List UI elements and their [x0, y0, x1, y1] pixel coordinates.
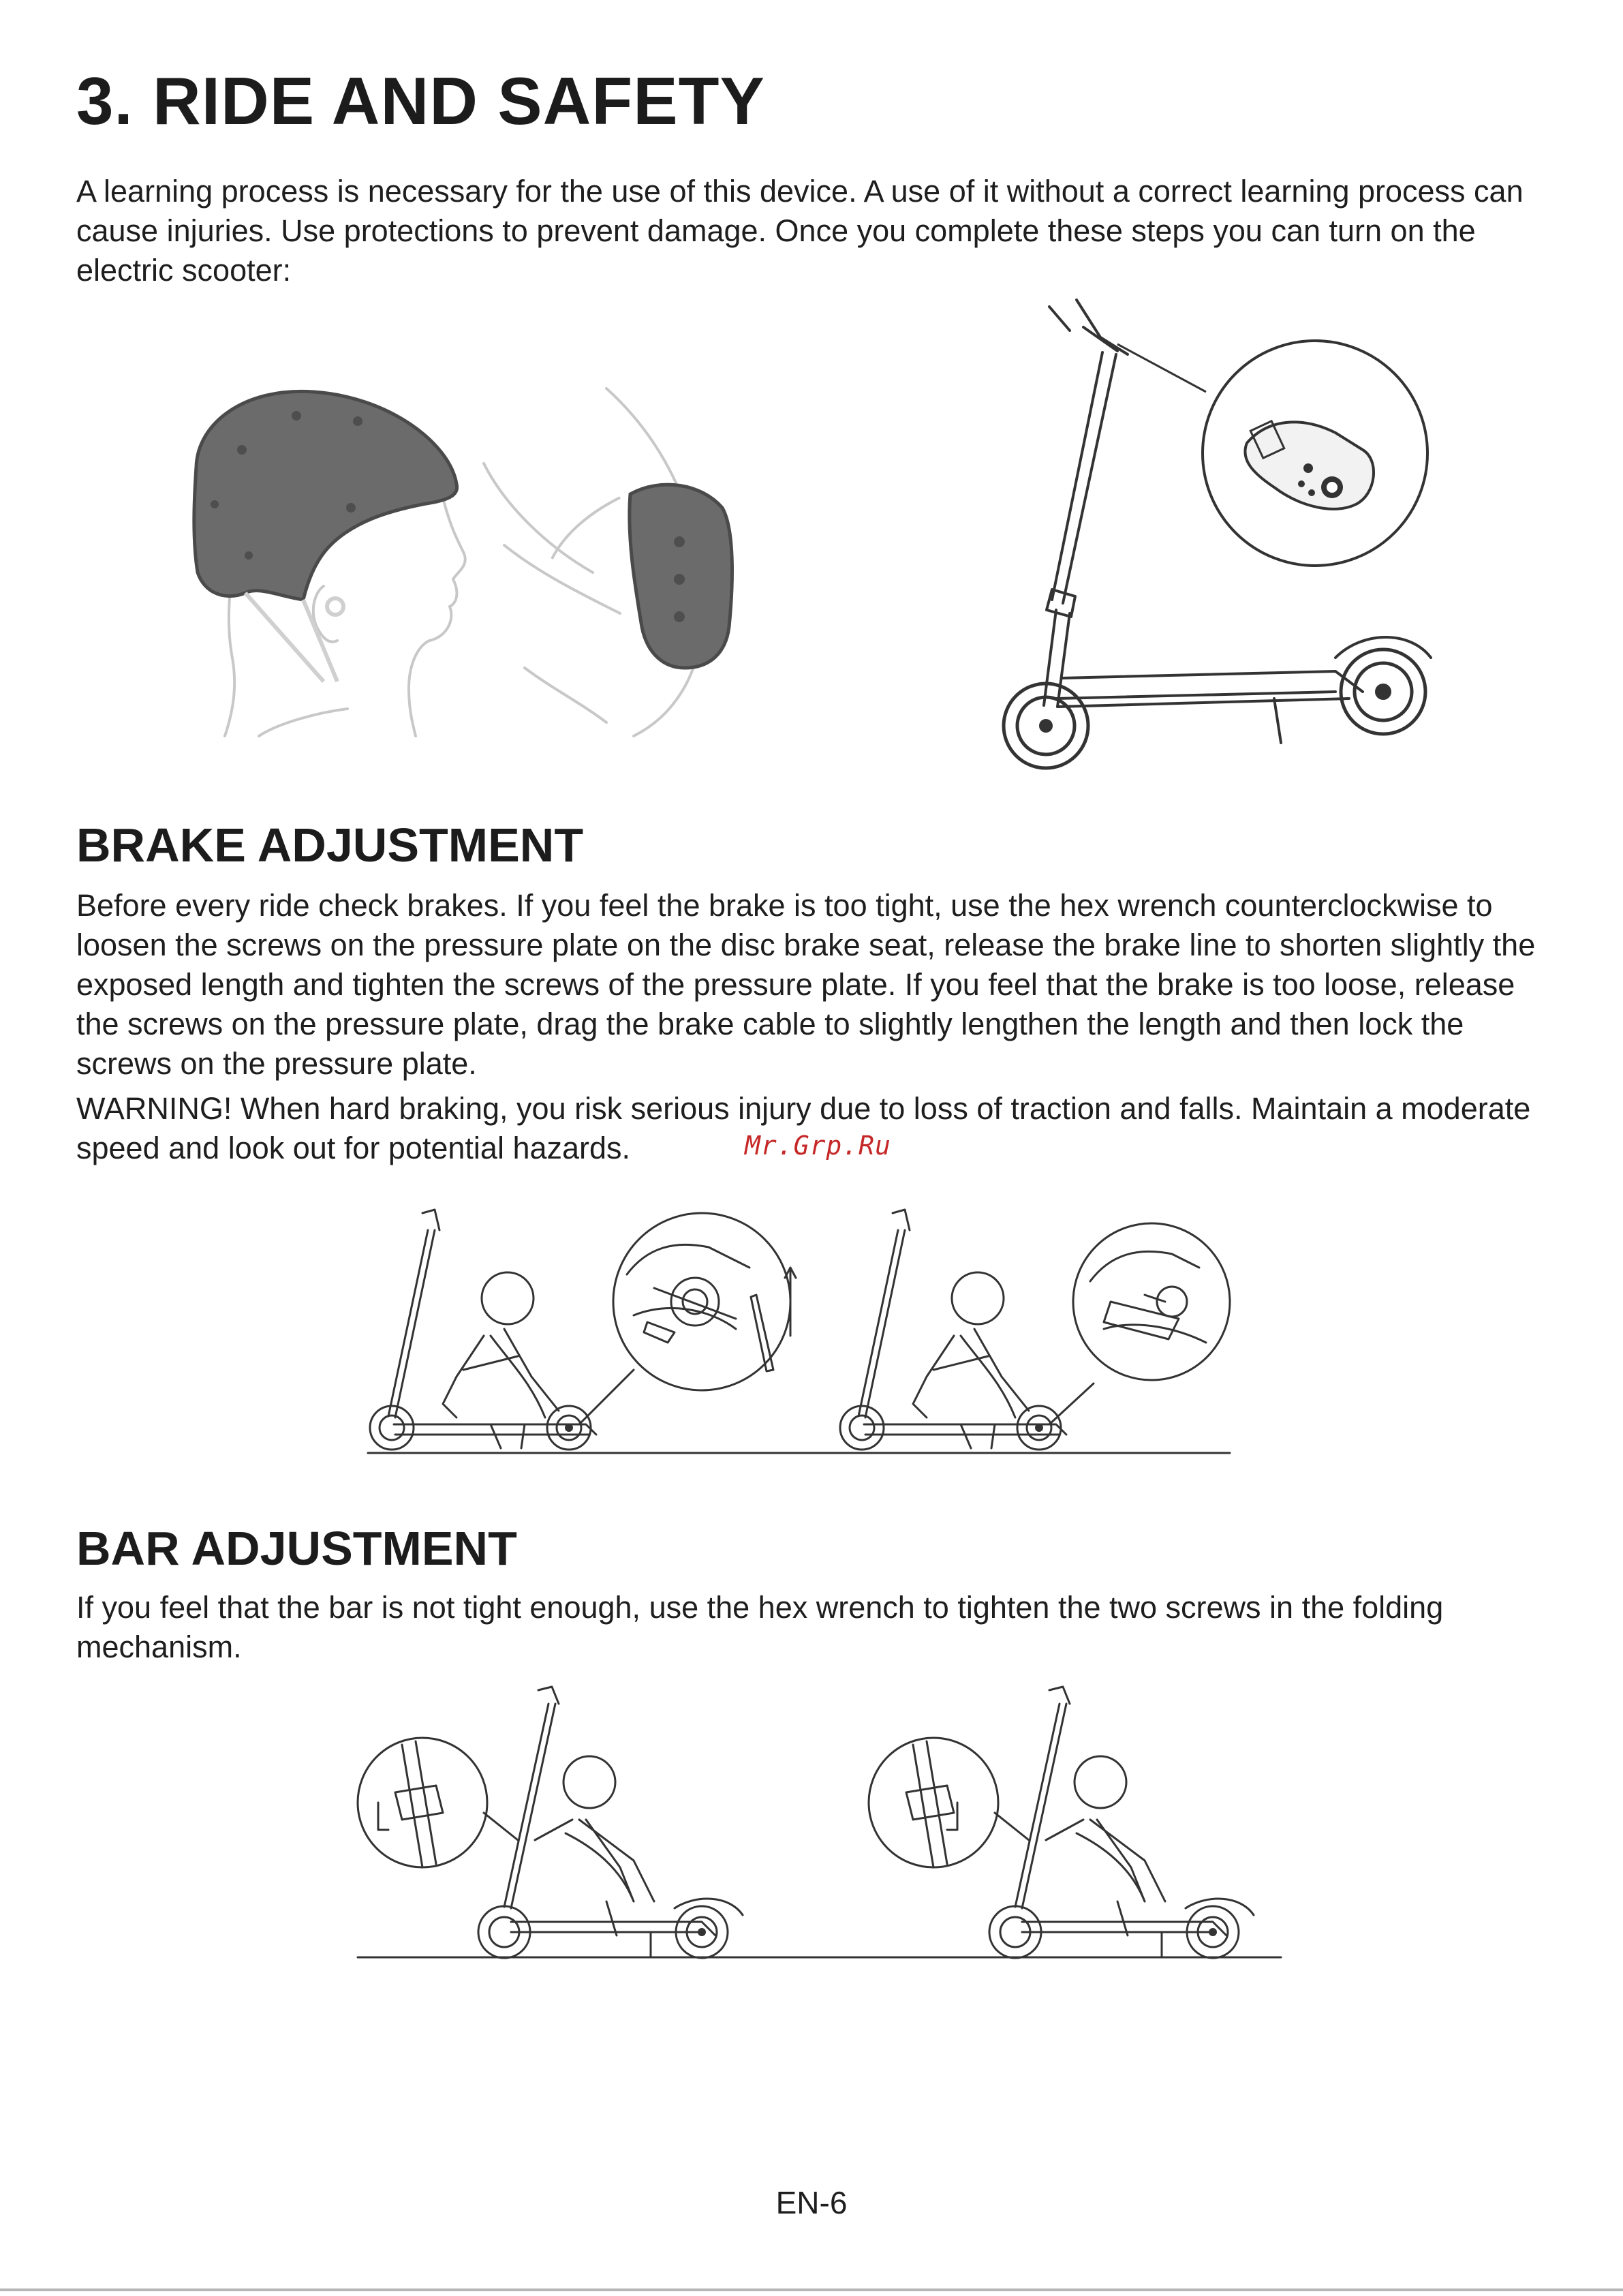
helmet-drawing [184, 368, 749, 750]
brake-drawing [354, 1199, 1240, 1462]
scooter-display-drawing [981, 290, 1444, 780]
brake-illustration [354, 1199, 1240, 1462]
helmet-side [194, 391, 457, 600]
bar-illustration [347, 1677, 1288, 1970]
section-title: 3. RIDE AND SAFETY [76, 63, 765, 138]
bar-drawing [347, 1677, 1288, 1970]
page-number: EN-6 [775, 2185, 848, 2220]
scooter-display-illustration [981, 290, 1444, 780]
bar-paragraph: If you feel that the bar is not tight enough, use the hex wrench to tighten the two screws in the folding mechanism. [76, 1590, 1444, 1664]
brake-warning: WARNING! When hard braking, you risk serious injury due to loss of traction and falls. Maintain a moderate speed and look out for potential hazards. [76, 1091, 1531, 1165]
bottom-rule [0, 2289, 1623, 2291]
brake-paragraph: Before every ride check brakes. If you feel the brake is too tight, use the hex wrench counterclockwise to loosen the screws on the pressure plate on the disc brake seat, release the brake line to shorten slightly the exposed length and tighten the screws of the pressure plate. If you feel that the brake is too loose, release the screws on the pressure plate, drag the brake cable to slightly lengthen the length and then lock the screws on the pressure plate. [76, 888, 1536, 1081]
intro-paragraph: A learning process is necessary for the use of this device. A use of it without a correct learning process can cause injuries. Use protections to prevent damage. Once you complete these steps you can turn on the electric scooter: [76, 174, 1524, 288]
watermark: Mr.Grp.Ru [745, 1131, 891, 1161]
brake-title: BRAKE ADJUSTMENT [76, 818, 584, 872]
bar-title: BAR ADJUSTMENT [76, 1522, 517, 1575]
helmet-illustration [184, 368, 749, 750]
